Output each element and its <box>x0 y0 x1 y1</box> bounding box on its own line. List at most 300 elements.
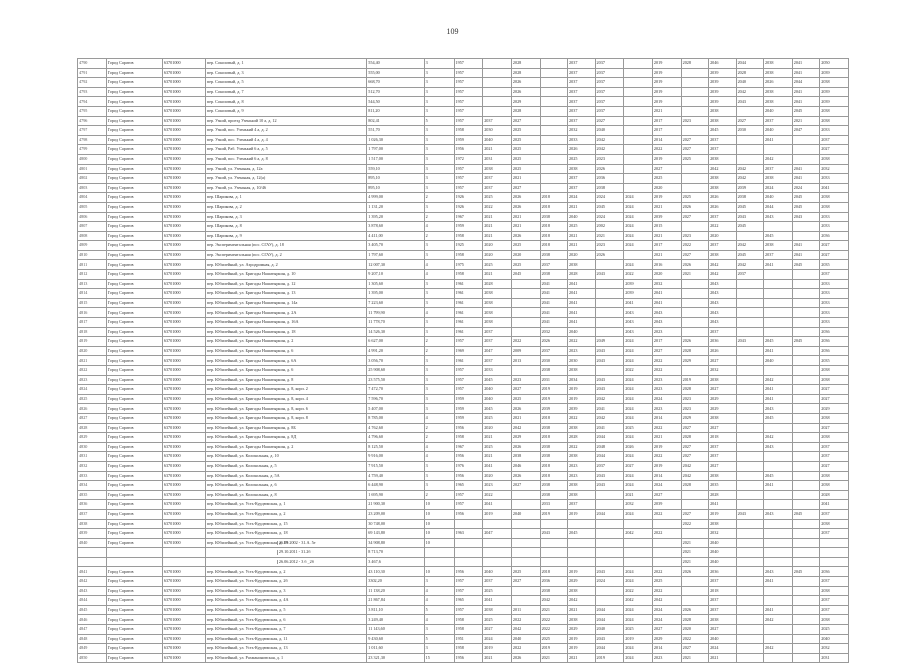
table-cell: 63701000 <box>162 308 205 318</box>
table-cell: 3 <box>424 375 454 385</box>
table-cell <box>736 586 763 596</box>
table-cell: пер. Узкий, пос. Узенький 6 а, д. 8 <box>205 154 366 164</box>
table-cell: 63701000 <box>162 596 205 606</box>
table-cell: 1958 <box>454 231 483 241</box>
table-cell: 2044 <box>792 78 819 88</box>
table-row <box>78 87 849 97</box>
table-cell: 2038 <box>709 375 736 385</box>
table-cell: 63701000 <box>162 250 205 260</box>
table-cell <box>540 68 567 78</box>
table-cell: 4844 <box>78 596 107 606</box>
table-cell: 2023 <box>568 461 595 471</box>
table-cell: 2028 <box>736 68 763 78</box>
table-cell: 3 <box>424 87 454 97</box>
table-cell: 6 627,00 <box>367 337 424 347</box>
address-text: пер. Юбилейный, ул. Усть-Курдюмская, д. 19 <box>206 539 288 545</box>
table-cell: 2043 <box>595 634 624 644</box>
table-cell: 2040 <box>568 327 595 337</box>
table-cell: 1975 <box>454 260 483 270</box>
table-cell: 2024 <box>624 260 653 270</box>
table-cell <box>736 529 763 539</box>
table-cell <box>736 615 763 625</box>
table-cell <box>764 289 793 299</box>
table-cell: 2019 <box>568 385 595 395</box>
table-cell: 802,41 <box>367 116 424 126</box>
table-cell: 559,10 <box>367 164 424 174</box>
table-cell: 2043 <box>764 404 793 414</box>
table-cell: 2025 <box>511 241 540 251</box>
table-cell <box>681 106 708 116</box>
table-cell: 2045 <box>511 270 540 280</box>
table-cell: 2045 <box>736 202 763 212</box>
table-cell: 63701000 <box>162 481 205 491</box>
table-cell: Город Саратов <box>106 577 162 587</box>
table-cell: пер. Юбилейный, ул. Усть-Курдюмская, д. 4А <box>205 596 366 606</box>
table-cell: 4822 <box>78 366 107 376</box>
table-cell: 2021 <box>568 241 595 251</box>
table-cell: 2038 <box>709 106 736 116</box>
table-cell <box>764 634 793 644</box>
table-cell: 3 <box>424 356 454 366</box>
table-cell: 2022 <box>624 270 653 280</box>
table-cell: 3 <box>424 126 454 136</box>
table-cell: 8 785,00 <box>367 413 424 423</box>
table-cell: пер. Юбилейный, ул. Усть-Курдюмская, д. 15 <box>205 519 366 529</box>
table-cell: пер. Соколовый, д. 3 <box>205 68 366 78</box>
table-cell <box>792 452 819 462</box>
table-cell: 3 <box>424 394 454 404</box>
table-cell: 2025 <box>511 135 540 145</box>
table-cell: 4805 <box>78 202 107 212</box>
table-cell: 2019 <box>483 644 512 654</box>
table-cell: 2017 <box>652 116 681 126</box>
table-cell <box>736 625 763 635</box>
table-cell: пер. Юбилейный, ул. Бригады Нашатыркин, д. 2 <box>205 442 366 452</box>
table-cell: 2021 <box>568 202 595 212</box>
table-cell <box>595 366 624 376</box>
table-cell <box>483 538 512 548</box>
table-cell: 2025 <box>820 625 849 635</box>
table-cell: 1957 <box>454 183 483 193</box>
table-cell: 2030 <box>483 126 512 136</box>
table-cell: 2042 <box>624 529 653 539</box>
table-cell: Город Саратов <box>106 212 162 222</box>
table-cell: 811,20 <box>367 106 424 116</box>
table-cell: 2037 <box>764 116 793 126</box>
table-cell: 2043 <box>764 442 793 452</box>
table-cell: 2038 <box>540 586 567 596</box>
table-cell <box>764 548 793 558</box>
table-cell: 2022 <box>540 615 567 625</box>
table-cell <box>792 548 819 558</box>
table-cell: 2038 <box>820 78 849 88</box>
table-cell: 2045 <box>792 509 819 519</box>
table-cell <box>681 529 708 539</box>
table-cell <box>483 548 512 558</box>
table-cell: 2023 <box>681 394 708 404</box>
table-cell <box>595 538 624 548</box>
table-cell <box>681 596 708 606</box>
table-cell: 2023 <box>652 653 681 663</box>
table-cell: 2037 <box>820 442 849 452</box>
table-cell: 2042 <box>681 461 708 471</box>
table-cell <box>764 327 793 337</box>
table-cell: 1961 <box>454 327 483 337</box>
table-cell: 2024 <box>652 615 681 625</box>
table-cell: 63701000 <box>162 385 205 395</box>
table-row <box>78 126 849 136</box>
table-cell: 2022 <box>652 509 681 519</box>
table-cell: 2039 <box>820 68 849 78</box>
table-cell: 1957 <box>454 577 483 587</box>
table-cell: Город Саратов <box>106 260 162 270</box>
table-cell: 63701000 <box>162 78 205 88</box>
table-cell <box>736 653 763 663</box>
table-cell: 2029 <box>511 97 540 107</box>
table-cell <box>764 308 793 318</box>
table-cell: 2024 <box>624 231 653 241</box>
table-cell: 2038 <box>540 490 567 500</box>
table-cell: 2024 <box>595 577 624 587</box>
table-cell: 4829 <box>78 433 107 443</box>
table-cell: пер. Узкий, Раб. Узенький 6 а, д. 5 <box>205 145 366 155</box>
table-row <box>78 270 849 280</box>
table-cell: пер. Экспериментальная (пос. СГАУ), д. 2 <box>205 250 366 260</box>
table-cell: пер. Соколовый, д. 8 <box>205 97 366 107</box>
table-cell: 1963 <box>454 529 483 539</box>
table-cell: 12 007,30 <box>367 260 424 270</box>
table-cell <box>736 442 763 452</box>
table-cell: 2037 <box>709 145 736 155</box>
table-cell: 1958 <box>454 433 483 443</box>
table-cell <box>511 586 540 596</box>
table-cell: 63701000 <box>162 270 205 280</box>
table-cell: 2026 <box>681 567 708 577</box>
table-cell: 63701000 <box>162 298 205 308</box>
table-cell: 2043 <box>595 385 624 395</box>
table-cell <box>681 366 708 376</box>
table-row <box>78 308 849 318</box>
table-cell: 4847 <box>78 625 107 635</box>
table-cell: 1957 <box>454 59 483 69</box>
table-cell: 2041 <box>483 596 512 606</box>
table-cell: 4792 <box>78 78 107 88</box>
table-row <box>78 174 849 184</box>
table-cell: 2021 <box>681 557 708 567</box>
table-cell: 3 <box>424 385 454 395</box>
table-cell: пер. Юбилейный, ул. Усть-Курдюмская, д. 5 <box>205 605 366 615</box>
note-text: 29.10.2011 - 31.2б <box>278 549 311 555</box>
table-cell <box>681 78 708 88</box>
table-cell: 2041 <box>764 577 793 587</box>
table-cell: 4824 <box>78 385 107 395</box>
table-cell: 2020 <box>483 471 512 481</box>
table-cell: 2042 <box>736 164 763 174</box>
table-cell: 2022 <box>652 529 681 539</box>
table-cell <box>792 519 819 529</box>
table-cell: 63701000 <box>162 260 205 270</box>
table-row <box>78 529 849 539</box>
table-cell: 63701000 <box>162 490 205 500</box>
table-cell: 2022 <box>652 452 681 462</box>
table-cell <box>681 500 708 510</box>
table-cell <box>792 653 819 663</box>
table-cell: 2037 <box>568 174 595 184</box>
table-cell <box>624 116 653 126</box>
table-cell <box>736 413 763 423</box>
table-cell: 2 <box>424 346 454 356</box>
table-cell: 2041 <box>652 289 681 299</box>
table-cell <box>736 605 763 615</box>
table-cell: 2042 <box>736 260 763 270</box>
table-cell <box>736 346 763 356</box>
table-cell: 30 748,00 <box>367 519 424 529</box>
table-cell: Город Саратов <box>106 404 162 414</box>
table-cell: 2027 <box>483 625 512 635</box>
table-cell: 2027 <box>820 385 849 395</box>
table-cell: 2028 <box>681 59 708 69</box>
table-cell: 2027 <box>681 452 708 462</box>
table-cell <box>736 644 763 654</box>
table-cell: пер. Юбилейный, ул. Бригады Нашатыркин, д. 6А <box>205 356 366 366</box>
table-cell <box>78 557 107 567</box>
table-cell: пер. Юбилейный, ул. Колокольная, д. 8 <box>205 490 366 500</box>
table-cell: 2025 <box>540 634 567 644</box>
table-cell <box>736 385 763 395</box>
table-cell: 1957 <box>454 106 483 116</box>
table-cell: 2024 <box>652 605 681 615</box>
table-cell: 2021 <box>540 605 567 615</box>
table-cell: Город Саратов <box>106 68 162 78</box>
table-cell <box>511 548 540 558</box>
table-cell: пер. Соколовый, д. 5 <box>205 78 366 88</box>
table-cell: 2040 <box>483 385 512 395</box>
table-cell: 2019 <box>483 509 512 519</box>
table-cell: 2018 <box>540 193 567 203</box>
table-row <box>78 116 849 126</box>
table-cell: 4820 <box>78 346 107 356</box>
table-cell: 2037 <box>595 87 624 97</box>
table-row <box>78 356 849 366</box>
table-cell: 2022 <box>540 625 567 635</box>
table-cell: 2039 <box>820 97 849 107</box>
table-cell: 2032 <box>820 164 849 174</box>
table-cell <box>681 318 708 328</box>
table-cell: 2026 <box>511 442 540 452</box>
table-cell: 1956 <box>454 509 483 519</box>
table-cell: 1976 <box>454 461 483 471</box>
table-cell: пер. Узкий, пос. Узенький 4 а, д. 4 <box>205 135 366 145</box>
table-cell <box>540 106 567 116</box>
table-cell: 1958 <box>454 644 483 654</box>
table-cell <box>736 596 763 606</box>
table-cell: 63701000 <box>162 509 205 519</box>
table-cell <box>792 490 819 500</box>
table-cell: 4810 <box>78 250 107 260</box>
table-cell <box>595 586 624 596</box>
table-cell <box>624 548 653 558</box>
table-cell: 2022 <box>652 423 681 433</box>
table-cell: 23 575,50 <box>367 375 424 385</box>
table-cell: 2037 <box>709 452 736 462</box>
table-cell: 2045 <box>736 250 763 260</box>
table-cell: 4841 <box>78 567 107 577</box>
table-cell: 63701000 <box>162 145 205 155</box>
table-cell: 4823 <box>78 375 107 385</box>
table-cell: 2037 <box>568 78 595 88</box>
table-cell: 2037 <box>709 577 736 587</box>
table-cell: 2027 <box>820 145 849 155</box>
table-cell: 2037 <box>595 59 624 69</box>
table-cell <box>736 327 763 337</box>
table-cell <box>540 538 567 548</box>
table-cell: 2037 <box>736 270 763 280</box>
table-row <box>78 481 849 491</box>
table-cell: 2020 <box>709 231 736 241</box>
table-cell <box>792 154 819 164</box>
table-cell: 2041 <box>483 500 512 510</box>
table-cell: 2027 <box>820 461 849 471</box>
table-cell: 63701000 <box>162 318 205 328</box>
table-cell <box>595 596 624 606</box>
table-cell <box>792 577 819 587</box>
table-row <box>78 212 849 222</box>
table-cell: 2042 <box>595 135 624 145</box>
table-cell: 4802 <box>78 174 107 184</box>
table-cell: Город Саратов <box>106 289 162 299</box>
table-cell <box>681 68 708 78</box>
table-cell: 2024 <box>624 375 653 385</box>
table-cell <box>681 577 708 587</box>
table-cell: 2038 <box>483 164 512 174</box>
table-cell: 2019 <box>540 509 567 519</box>
table-cell: 63701000 <box>162 193 205 203</box>
table-cell: 2041 <box>764 481 793 491</box>
table-cell: 2037 <box>709 442 736 452</box>
table-cell: 2042 <box>511 625 540 635</box>
table-cell <box>624 538 653 548</box>
table-cell: 2037 <box>820 605 849 615</box>
table-cell: 4832 <box>78 461 107 471</box>
table-row <box>78 615 849 625</box>
table-cell: Город Саратов <box>106 509 162 519</box>
table-cell: 2038 <box>820 413 849 423</box>
table-cell: 2044 <box>595 433 624 443</box>
table-cell: Город Саратов <box>106 634 162 644</box>
table-cell <box>736 490 763 500</box>
table-cell: 2041 <box>792 250 819 260</box>
table-cell <box>595 298 624 308</box>
table-cell: Город Саратов <box>106 174 162 184</box>
table-cell: 4794 <box>78 97 107 107</box>
table-cell: 3 <box>424 279 454 289</box>
table-cell: 4837 <box>78 509 107 519</box>
table-cell: Город Саратов <box>106 442 162 452</box>
table-cell <box>483 87 512 97</box>
table-cell: 2021 <box>483 452 512 462</box>
table-cell: пер. Шарикова, д. 9 <box>205 231 366 241</box>
table-cell: 2037 <box>709 241 736 251</box>
table-cell: 1951 <box>454 634 483 644</box>
table-cell <box>595 289 624 299</box>
table-cell: 4800 <box>78 154 107 164</box>
table-cell: 2038 <box>540 423 567 433</box>
table-cell: 2027 <box>820 394 849 404</box>
table-cell: 2038 <box>568 481 595 491</box>
table-cell: 2022 <box>568 442 595 452</box>
table-cell <box>540 154 567 164</box>
table-cell: 6 448,90 <box>367 481 424 491</box>
table-cell: 2043 <box>764 509 793 519</box>
table-cell: 4799 <box>78 145 107 155</box>
table-cell <box>736 634 763 644</box>
table-cell: 1957 <box>454 366 483 376</box>
table-cell: 2038 <box>709 116 736 126</box>
table-cell: Город Саратов <box>106 471 162 481</box>
table-cell <box>652 519 681 529</box>
table-cell <box>540 183 567 193</box>
table-cell: 2037 <box>595 97 624 107</box>
table-cell: 1 026,30 <box>367 135 424 145</box>
table-cell: 2027 <box>681 135 708 145</box>
table-cell: 4848 <box>78 634 107 644</box>
table-cell: Город Саратов <box>106 279 162 289</box>
table-cell: 1958 <box>454 625 483 635</box>
table-cell <box>540 116 567 126</box>
table-cell <box>764 270 793 280</box>
table-cell: 2025 <box>483 260 512 270</box>
table-cell <box>595 490 624 500</box>
table-cell <box>792 385 819 395</box>
table-cell: 2019 <box>624 634 653 644</box>
table-cell <box>106 557 162 567</box>
table-cell: 2026 <box>511 471 540 481</box>
table-cell: 2027 <box>652 164 681 174</box>
table-cell: пер. Юбилейный, ул. Колокольная, д. 6 <box>205 481 366 491</box>
table-cell: 2033 <box>820 222 849 232</box>
table-cell: 2036 <box>709 567 736 577</box>
table-cell: 2027 <box>595 116 624 126</box>
table-cell: 4 <box>424 442 454 452</box>
table-cell <box>595 519 624 529</box>
table-cell <box>792 394 819 404</box>
table-cell <box>511 529 540 539</box>
table-cell: 2038 <box>568 423 595 433</box>
table-cell: 4826 <box>78 404 107 414</box>
table-cell: 2041 <box>792 59 819 69</box>
table-cell: 2037 <box>568 87 595 97</box>
table-cell: 2042 <box>709 260 736 270</box>
table-cell: 2038 <box>568 586 595 596</box>
table-cell <box>483 59 512 69</box>
table-cell <box>106 548 162 558</box>
table-cell: 63701000 <box>162 106 205 116</box>
table-cell: Город Саратов <box>106 644 162 654</box>
table-row <box>78 548 849 558</box>
table-cell: пер. Юбилейный, ул. Бригады Нашатыркин, д. 6 <box>205 366 366 376</box>
table-cell <box>764 145 793 155</box>
table-cell: 2019 <box>652 442 681 452</box>
address-text <box>206 550 277 554</box>
table-cell: 63701000 <box>162 644 205 654</box>
table-cell: 1956 <box>454 567 483 577</box>
table-cell: 9 430,60 <box>367 634 424 644</box>
table-cell: 554,40 <box>367 59 424 69</box>
table-cell: пер. Юбилейный, ул. Усть-Курдюмская, д. 2б <box>205 577 366 587</box>
table-cell <box>736 538 763 548</box>
table-cell: 2042 <box>595 394 624 404</box>
table-cell: 3 <box>424 68 454 78</box>
